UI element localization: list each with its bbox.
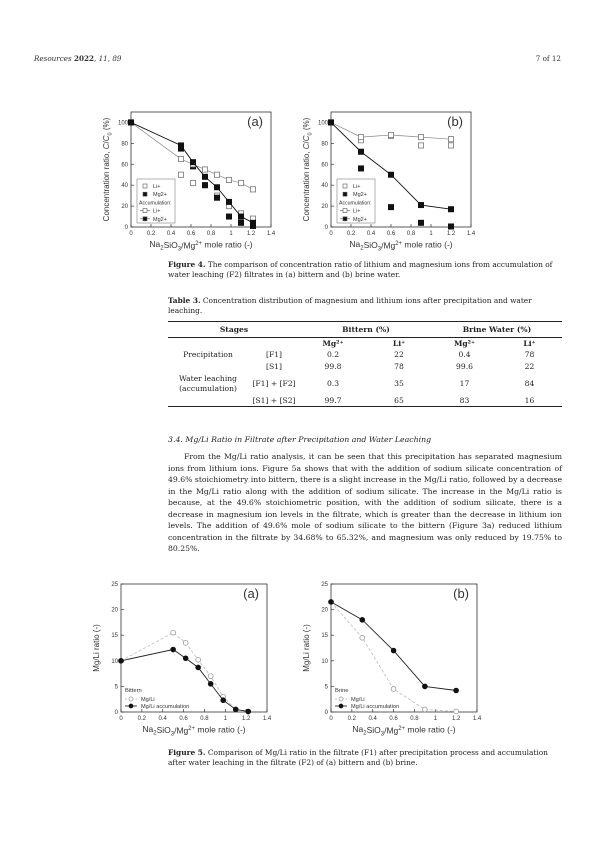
cell-value: 84 — [524, 379, 535, 388]
legend-entry: Mg2+ — [353, 216, 367, 223]
filled-circle-marker — [233, 707, 238, 712]
x-tick-label: 0.8 — [410, 716, 419, 722]
cell-stage — [168, 361, 248, 373]
figure-4-label: Figure 4. — [168, 260, 206, 269]
legend-entry: Mg/Li — [351, 697, 365, 703]
running-header-left: Resources 2022, 11, 89 — [34, 54, 122, 63]
y-tick-label: 40 — [321, 183, 328, 190]
filled-square-marker — [328, 120, 333, 125]
filled-square-marker — [128, 120, 133, 125]
cell-value: 0.3 — [326, 379, 340, 388]
x-tick-label: 0 — [129, 231, 133, 237]
filled-square-marker — [226, 199, 231, 204]
y-tick-label: 40 — [121, 183, 128, 190]
series-line — [331, 602, 456, 712]
x-tick-label: 1.2 — [446, 231, 456, 237]
legend-circle — [339, 704, 343, 708]
legend-square — [343, 209, 347, 213]
filled-circle-marker — [422, 684, 427, 689]
y-axis-label: Concentration ratio, $C/C_0$ (%) — [102, 117, 114, 222]
cell-value: 17 — [459, 379, 470, 388]
legend-entry: Li+ — [353, 208, 361, 215]
y-tick-label: 100 — [117, 120, 128, 127]
section-paragraph: From the Mg/Li ratio analysis, it can be seen that this precipitation has separated magnesium ions from lithium ions. Figure 5a shows that with the addition of sodium silicate concentration of 49.6% stoichiometry into bittern, there is a slight increase in the Mg/Li ratio, followed by a decrease in the Mg/Li ratio along with the addition of sodium silicate. The increase in the Mg/Li ratio is because, at the 49.6% stoichiometric position, with the addition of sodium silicate, there is a decrease in magnesium ion levels in the filtrate, which is greater than the decrease in lithium ion levels. The addition of 49.6% mole of sodium silicate to the bittern (Figure 3a) reduced lithium concentration in the filtrate by 34.68% to 65.32%, and magnesium was only reduced by 19.75% to 80.25%. — [168, 452, 562, 553]
x-tick-label: 0.8 — [206, 231, 216, 237]
header-li: Li⁺ — [523, 338, 536, 348]
x-tick-label: 0.4 — [166, 231, 176, 237]
table-3-label: Table 3. — [168, 296, 201, 305]
figure-5b-chart — [297, 580, 503, 738]
series-1 — [329, 600, 459, 693]
open-square-marker — [226, 177, 231, 182]
panel-label: (a) — [247, 114, 263, 129]
panel-label: (a) — [243, 586, 259, 601]
filled-circle-marker — [391, 648, 396, 653]
table-row — [168, 349, 562, 361]
y-tick-label: 20 — [121, 204, 128, 211]
legend-title: Bittern — [125, 688, 142, 694]
legend-square — [143, 184, 147, 188]
panel-label: (b) — [447, 114, 463, 129]
table-3-caption — [168, 296, 562, 316]
x-tick-label: 0.2 — [346, 231, 356, 237]
legend-marker — [143, 184, 147, 188]
legend-marker — [343, 192, 347, 196]
cell-value: 65 — [394, 395, 404, 405]
open-square-marker — [358, 134, 363, 139]
legend-marker — [143, 217, 147, 221]
x-tick-label: 0.4 — [158, 716, 167, 722]
journal-year: 2022 — [74, 54, 95, 63]
x-tick-label: 0.8 — [406, 231, 416, 237]
section-heading: 3.4. Mg/Li Ratio in Filtrate after Precipitation and Water Leaching — [168, 435, 432, 444]
legend-marker — [343, 184, 347, 188]
filled-circle-marker — [183, 656, 188, 661]
legend-square — [143, 217, 147, 221]
open-circle-marker — [208, 674, 213, 679]
legend-marker — [143, 209, 147, 213]
cell-value: 99.6 — [456, 362, 473, 371]
filled-square-marker — [238, 220, 243, 225]
cell-value: 16 — [524, 395, 535, 405]
legend-marker — [343, 209, 347, 213]
open-square-marker — [388, 132, 393, 137]
header-mg: Mg²⁺ — [322, 338, 344, 348]
y-tick-label: 80 — [121, 141, 128, 148]
figure-4b-chart — [297, 100, 493, 252]
panel-label: (b) — [453, 586, 469, 601]
legend-entry: Li+ — [153, 208, 161, 215]
y-axis-label: Mg/Li ratio (-) — [302, 624, 311, 672]
open-circle-marker — [391, 687, 396, 692]
filled-square-marker — [358, 166, 363, 171]
filled-square-marker — [388, 205, 393, 210]
series-0 — [329, 600, 459, 714]
y-tick-label: 5 — [324, 684, 328, 691]
filled-square-marker — [238, 214, 243, 219]
figure-5-caption-text: Comparison of Mg/Li ratio in the filtrate (F1) after precipitation process and accumulation after water leaching in the filtrate (F2) of (a) bittern and (b) brine. — [168, 748, 548, 767]
x-tick-label: 0.8 — [200, 716, 209, 722]
open-square-marker — [178, 156, 183, 161]
filled-circle-marker — [246, 709, 251, 714]
open-square-marker — [238, 180, 243, 185]
open-square-marker — [250, 187, 255, 192]
table-subheader-row — [168, 338, 562, 349]
cell-value: 99.7 — [324, 395, 342, 405]
cell-value: 35 — [394, 379, 404, 388]
table-header-row — [168, 322, 562, 338]
cell-sub: [F1] — [265, 350, 283, 359]
open-square-marker — [448, 137, 453, 142]
filled-square-marker — [448, 207, 453, 212]
header-bittern: Bittern (%) — [342, 325, 390, 334]
table-3-caption-text: Concentration distribution of magnesium and lithium ions after precipitation and water leaching. — [168, 296, 532, 315]
legend-entry: Mg/Li accumulation — [351, 704, 400, 710]
filled-square-marker — [178, 143, 183, 148]
journal-volume: 11, 89 — [98, 54, 122, 63]
x-tick-label: 1 — [229, 231, 233, 237]
y-tick-label: 0 — [324, 710, 328, 716]
y-axis-label: Concentration ratio, $C/C_0$ (%) — [302, 117, 314, 222]
y-tick-label: 60 — [321, 162, 328, 169]
open-circle-marker — [196, 657, 201, 662]
legend-marker — [143, 192, 147, 196]
x-tick-label: 1.2 — [451, 716, 461, 722]
x-tick-label: 1 — [433, 716, 437, 722]
x-axis-label: $Na_2SiO_3/Mg^{2+}$ mole ratio (-) — [352, 724, 456, 738]
cell-value: 0.4 — [458, 350, 471, 359]
figure-4-caption-text: The comparison of concentration ratio of lithium and magnesium ions from accumulation of water leaching (F2) filtrates in (a) bittern and (b) brine water. — [168, 260, 553, 279]
filled-square-marker — [418, 220, 423, 225]
y-tick-label: 0 — [124, 225, 128, 231]
y-tick-label: 80 — [321, 141, 328, 148]
x-tick-label: 0.4 — [368, 716, 377, 722]
cell-sub: [S1] — [266, 362, 282, 371]
filled-square-marker — [190, 160, 195, 165]
y-tick-label: 10 — [111, 658, 118, 665]
y-tick-label: 20 — [321, 204, 328, 211]
open-square-marker — [418, 143, 423, 148]
y-tick-label: 0 — [324, 225, 328, 231]
legend-circle — [129, 704, 133, 708]
y-tick-label: 10 — [321, 658, 328, 665]
cell-sub: [S1] + [S2] — [252, 395, 296, 405]
x-tick-label: 0 — [329, 716, 333, 722]
filled-circle-marker — [360, 617, 365, 622]
filled-square-marker — [358, 149, 363, 154]
filled-circle-marker — [196, 665, 201, 670]
header-li: Li⁺ — [392, 338, 406, 348]
legend-entry: Li+ — [353, 184, 361, 190]
x-tick-label: 0.6 — [186, 231, 196, 237]
x-tick-label: 1 — [429, 231, 433, 237]
journal-name: Resources — [34, 54, 72, 63]
cell-value: 0.2 — [326, 350, 340, 359]
x-tick-label: 0.6 — [179, 716, 188, 722]
filled-circle-marker — [329, 600, 334, 605]
table-row — [168, 373, 562, 395]
y-tick-label: 20 — [321, 607, 328, 614]
table-3 — [168, 321, 562, 407]
legend-circle — [339, 697, 343, 701]
legend-entry: Mg/Li accumulation — [141, 704, 190, 710]
x-tick-label: 1.2 — [246, 231, 256, 237]
x-tick-label: 1.4 — [266, 231, 276, 237]
legend-subtitle: Accumulation: — [139, 200, 172, 207]
x-tick-label: 0 — [119, 716, 123, 722]
legend-circle — [129, 697, 133, 701]
filled-square-marker — [448, 224, 453, 229]
cell-value: 22 — [524, 362, 535, 371]
filled-square-marker — [214, 195, 219, 200]
cell-stage: Water leaching (accumulation) — [178, 373, 238, 393]
figure-4-caption — [168, 260, 562, 280]
filled-circle-marker — [221, 698, 226, 703]
y-tick-label: 100 — [317, 120, 328, 127]
y-tick-label: 20 — [111, 607, 118, 614]
x-tick-label: 0.2 — [146, 231, 156, 237]
legend-entry: Mg2+ — [153, 192, 167, 199]
legend-entry: Li+ — [153, 184, 161, 190]
filled-square-marker — [226, 214, 231, 219]
x-tick-label: 1 — [223, 716, 227, 722]
filled-circle-marker — [454, 688, 459, 693]
x-tick-label: 0.2 — [137, 716, 147, 722]
filled-circle-marker — [208, 681, 213, 686]
y-tick-label: 60 — [121, 162, 128, 169]
y-tick-label: 15 — [111, 633, 118, 640]
cell-stage — [168, 395, 248, 407]
page-number: 7 of 12 — [535, 54, 561, 63]
figure-5a-chart — [87, 580, 293, 738]
legend-square — [143, 209, 147, 213]
legend-square — [343, 184, 347, 188]
header-stages: Stages — [219, 325, 249, 334]
legend-square — [143, 192, 147, 196]
figure-5-label: Figure 5. — [168, 748, 206, 757]
x-axis-label: $Na_2SiO_3/Mg^{2+}$ mole ratio (-) — [149, 239, 253, 253]
legend-entry: Mg2+ — [353, 192, 367, 199]
x-tick-label: 1.4 — [466, 231, 476, 237]
x-tick-label: 1.2 — [241, 716, 251, 722]
x-tick-label: 0.6 — [389, 716, 398, 722]
table-row — [168, 395, 562, 407]
open-square-marker — [214, 172, 219, 177]
x-tick-label: 0.4 — [366, 231, 376, 237]
cell-sub: [F1] + [F2] — [252, 379, 296, 388]
plot-frame — [121, 584, 267, 712]
open-square-marker — [448, 143, 453, 148]
filled-square-marker — [418, 202, 423, 207]
cell-stage: Precipitation — [183, 350, 233, 359]
figure-4a-chart — [97, 100, 293, 252]
legend-marker — [343, 217, 347, 221]
open-circle-marker — [454, 709, 459, 714]
header-mg: Mg²⁺ — [453, 338, 476, 348]
legend-square — [343, 192, 347, 196]
y-tick-label: 0 — [114, 710, 118, 716]
filled-square-marker — [202, 174, 207, 179]
table-row — [168, 361, 562, 373]
open-square-marker — [418, 134, 423, 139]
x-axis-label: $Na_2SiO_3/Mg^{2+}$ mole ratio (-) — [349, 239, 453, 253]
cell-value: 78 — [524, 350, 535, 359]
x-axis-label: $Na_2SiO_3/Mg^{2+}$ mole ratio (-) — [142, 724, 246, 738]
open-square-marker — [202, 167, 207, 172]
x-tick-label: 1.4 — [472, 716, 482, 722]
figure-5-caption — [168, 748, 562, 768]
filled-square-marker — [388, 172, 393, 177]
y-axis-label: Mg/Li ratio (-) — [92, 624, 101, 672]
legend-subtitle: Accumulation: — [339, 200, 372, 207]
x-tick-label: 0.6 — [386, 231, 396, 237]
cell-value: 78 — [394, 362, 404, 371]
open-circle-marker — [171, 630, 176, 635]
series-0 — [119, 630, 251, 714]
filled-square-marker — [202, 183, 207, 188]
series-line — [331, 602, 456, 691]
open-circle-marker — [360, 635, 365, 640]
filled-circle-marker — [119, 658, 124, 663]
cell-value: 99.8 — [324, 362, 342, 371]
y-tick-label: 25 — [111, 582, 118, 588]
legend-entry: Mg2+ — [153, 216, 167, 223]
y-tick-label: 5 — [114, 684, 118, 691]
cell-value: 22 — [394, 350, 404, 359]
x-tick-label: 0.2 — [347, 716, 357, 722]
filled-square-marker — [214, 185, 219, 190]
x-tick-label: 0 — [329, 231, 333, 237]
open-circle-marker — [422, 707, 427, 712]
legend-entry: Mg/Li — [141, 697, 155, 703]
open-square-marker — [178, 172, 183, 177]
header-brine: Brine Water (%) — [462, 325, 532, 334]
cell-value: 83 — [459, 395, 470, 405]
legend-title: Brine — [335, 688, 349, 694]
filled-square-marker — [250, 220, 255, 225]
x-tick-label: 1.4 — [262, 716, 272, 722]
legend-square — [343, 217, 347, 221]
y-tick-label: 25 — [321, 582, 328, 588]
y-tick-label: 15 — [321, 633, 328, 640]
open-square-marker — [190, 180, 195, 185]
filled-circle-marker — [171, 647, 176, 652]
open-circle-marker — [183, 640, 188, 645]
